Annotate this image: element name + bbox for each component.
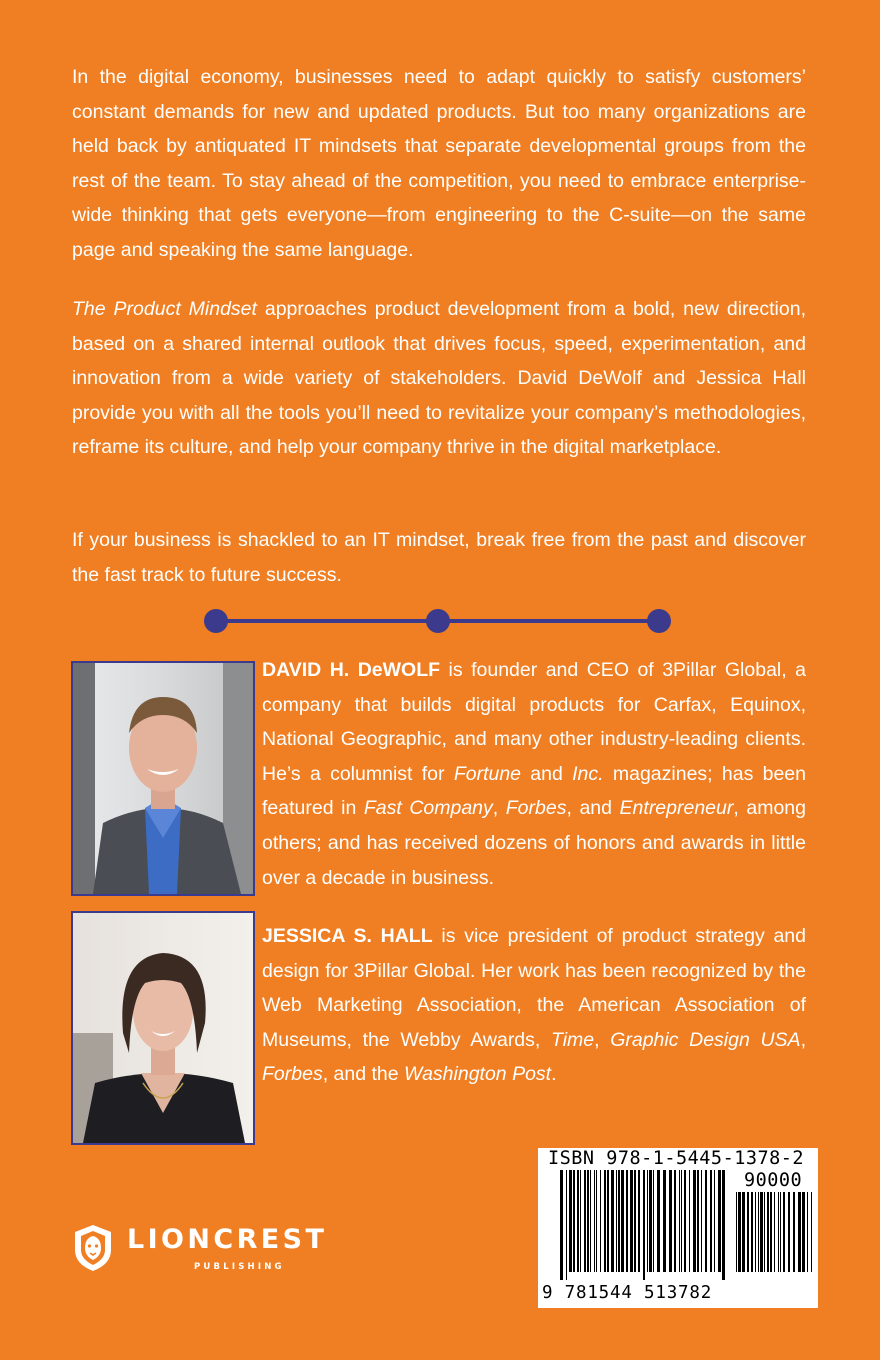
barcode-bar <box>718 1170 721 1272</box>
barcode-bar <box>701 1170 702 1272</box>
barcode-bar <box>653 1170 654 1272</box>
barcode-bar <box>710 1170 712 1272</box>
barcode-bar <box>793 1192 795 1272</box>
barcode-bar <box>758 1192 759 1272</box>
barcode-bar <box>705 1170 707 1272</box>
barcode-bar <box>647 1170 648 1272</box>
barcode-bar <box>630 1170 633 1272</box>
bio-text: , and <box>566 797 620 820</box>
bio-italic: Entrepreneur <box>619 797 734 820</box>
barcode-bar <box>738 1192 741 1272</box>
bio-italic: Forbes <box>505 797 567 820</box>
ean-number: 9 781544 513782 <box>542 1283 713 1303</box>
author-bio-dewolf <box>262 653 806 895</box>
book-title: The Product Mindset <box>72 298 257 320</box>
barcode-bar <box>663 1170 666 1272</box>
barcode-bar <box>770 1192 772 1272</box>
barcode-bar <box>693 1170 696 1272</box>
bio-text: , among others; and has received dozens of honors and awards in little over a decade in business. <box>262 797 806 889</box>
bio-italic: Washington Post <box>404 1063 552 1086</box>
author-photo-hall <box>71 911 255 1145</box>
barcode-bar <box>621 1170 624 1272</box>
barcode-bar <box>681 1170 682 1272</box>
barcode-bar <box>802 1192 805 1272</box>
bio-italic: Forbes <box>262 1063 323 1086</box>
barcode-bar <box>618 1170 620 1272</box>
barcode-bar <box>626 1170 628 1272</box>
barcode-bar <box>594 1170 595 1272</box>
isbn-barcode <box>538 1148 818 1308</box>
bio-text: , <box>492 797 506 820</box>
bio-text: and <box>521 762 573 785</box>
barcode-bar <box>669 1170 672 1272</box>
barcode-bar <box>577 1170 579 1272</box>
barcode-bar <box>566 1170 567 1280</box>
barcode-bar <box>755 1192 756 1272</box>
barcode-bar <box>742 1192 745 1272</box>
barcode-bar <box>778 1192 779 1272</box>
barcode-bar <box>643 1170 645 1280</box>
barcode-bar <box>736 1192 737 1272</box>
barcode-bar <box>611 1170 614 1272</box>
barcode-bar <box>569 1170 572 1272</box>
barcode-bar <box>560 1170 563 1280</box>
barcode-bar <box>751 1192 753 1272</box>
barcode-bar <box>604 1170 606 1272</box>
publisher-subtitle: PUBLISHING <box>194 1262 285 1272</box>
author-bio-hall <box>262 919 806 1092</box>
barcode-bar <box>780 1192 781 1272</box>
barcode-bar <box>774 1192 775 1272</box>
bio-italic: Fast Company <box>363 797 493 820</box>
bio-text: , and the <box>322 1063 405 1086</box>
barcode-bar <box>783 1192 785 1272</box>
description-paragraph-2 <box>72 292 806 465</box>
barcode-bar <box>600 1170 601 1272</box>
description-paragraph-2-text: approaches product development from a bold, new direction, based on a shared internal outlook that drives focus, speed, experimentation, and innovation from a wide variety of stakeholders. David DeWolf and Jessica Hall provide you with all the tools you’ll need to revitalize your company’s methodologies, reframe its culture, and help your company thrive in the digital marketplace. <box>72 298 806 459</box>
bio-text: , <box>800 1028 806 1051</box>
dot-divider <box>204 604 672 638</box>
barcode-bar <box>760 1192 763 1272</box>
barcode-bar <box>722 1170 725 1280</box>
barcode-bar <box>573 1170 575 1272</box>
bio-text: . <box>551 1063 557 1086</box>
bio-text: is founder and CEO of 3Pillar Global, a company that builds digital products for Carfax, Equinox, National Geographic, and many other industry-leading clients. He’s a columnist for <box>262 659 806 785</box>
barcode-bar <box>596 1170 597 1272</box>
barcode-bar <box>634 1170 636 1272</box>
barcode-bar <box>584 1170 586 1272</box>
bio-text: magazines; has been featured in <box>262 762 806 820</box>
barcode-bar <box>616 1170 617 1272</box>
barcode-bar <box>807 1192 808 1272</box>
barcode-bar <box>798 1192 801 1272</box>
author-name-hall: JESSICA S. HALL <box>262 925 433 947</box>
barcode-bar <box>580 1170 581 1272</box>
author-photo-dewolf <box>71 661 255 896</box>
bio-italic: Fortune <box>453 762 522 785</box>
publisher-logo <box>72 1224 372 1276</box>
description-paragraph-3: If your business is shackled to an IT mindset, break free from the past and discover the fast track to future success. <box>72 529 806 586</box>
bio-italic: Graphic Design USA <box>610 1028 801 1051</box>
description-paragraph-1: In the digital economy, businesses need to adapt quickly to satisfy customers’ constant demands for new and updated products. But too many organizations are held back by antiquated IT mindsets that separate developmental groups from the rest of the team. To stay ahead of the competition, you need to embrace enterprise-wide thinking that gets everyone—from engineering to the C-suite—on the same page and speaking the same language. <box>72 66 806 261</box>
barcode-bar <box>674 1170 676 1272</box>
barcode-bar <box>590 1170 591 1272</box>
bio-italic: Inc. <box>572 762 604 785</box>
barcode-bar <box>684 1170 686 1272</box>
publisher-name: LIONCREST <box>127 1224 328 1255</box>
bio-italic: Time <box>550 1028 595 1051</box>
bio-text: is vice president of product strategy and design for 3Pillar Global. Her work has been recognized by the Web Marketing Association, the American Association of Museums, the Webby Awards, <box>262 925 806 1051</box>
barcode-bar <box>638 1170 640 1272</box>
barcode-bar <box>657 1170 660 1272</box>
barcode-bar <box>764 1192 765 1272</box>
barcode-bar <box>811 1192 812 1272</box>
barcode-bar <box>788 1192 790 1272</box>
barcode-bar <box>697 1170 699 1272</box>
lion-crest-icon <box>72 1224 114 1272</box>
barcode-bar <box>689 1170 690 1272</box>
barcode-bar <box>714 1170 715 1272</box>
isbn-number: ISBN 978-1-5445-1378-2 <box>548 1148 805 1169</box>
price-barcode-bars <box>736 1192 812 1280</box>
barcode-bar <box>607 1170 609 1272</box>
barcode-bar <box>587 1170 589 1272</box>
barcode-bar <box>679 1170 680 1272</box>
price-code: 90000 <box>744 1170 803 1191</box>
barcode-bar <box>747 1192 749 1272</box>
author-name-dewolf: DAVID H. DeWOLF <box>262 659 441 681</box>
bio-text: , <box>594 1028 611 1051</box>
barcode-bar <box>649 1170 652 1272</box>
barcode-bar <box>767 1192 769 1272</box>
barcode-bars <box>560 1170 726 1280</box>
